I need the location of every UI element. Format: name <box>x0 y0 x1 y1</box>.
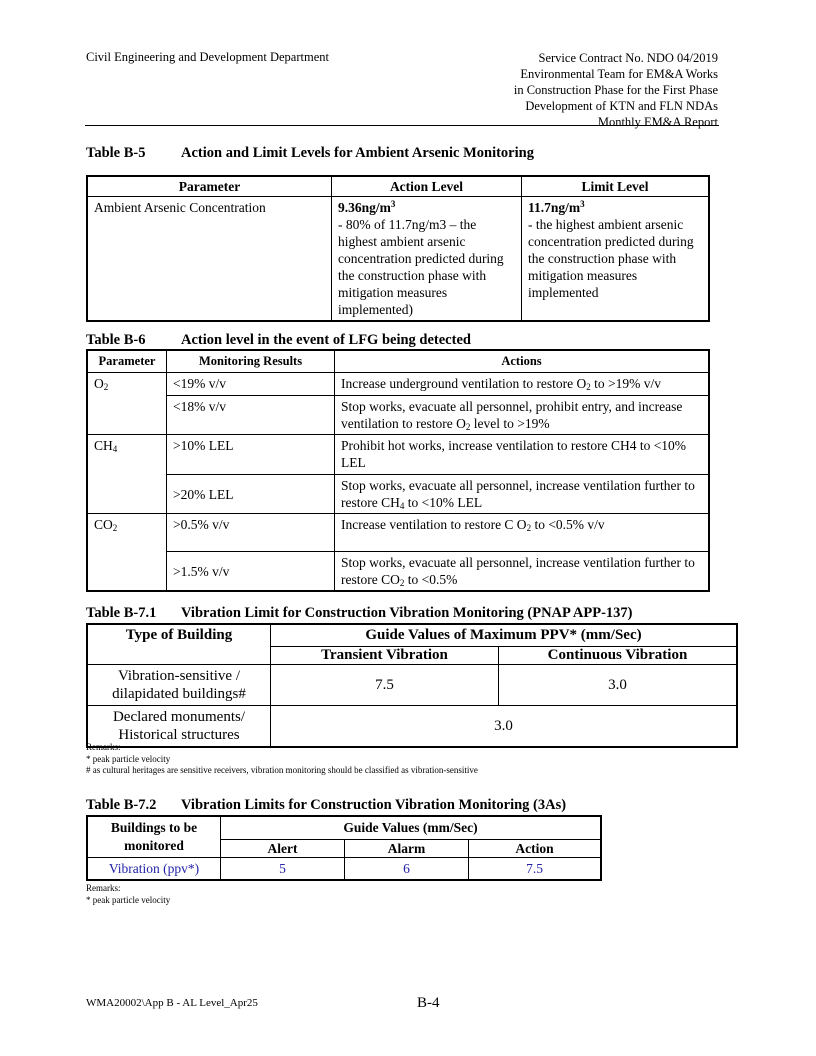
action-value: 7.5 <box>469 858 602 881</box>
header-right-line: Monthly EM&A Report <box>597 115 718 129</box>
table-b72-caption <box>86 797 566 814</box>
table-b6-number: Table B-6 <box>86 332 146 348</box>
table-b72-remarks <box>86 883 170 906</box>
table-b5-caption <box>86 145 534 162</box>
table-b72-header-action: Action <box>469 839 602 857</box>
table-b5-header-parameter: Parameter <box>87 176 332 197</box>
lfg-result: >1.5% v/v <box>167 552 335 592</box>
table-b6-header-parameter: Parameter <box>87 350 167 373</box>
remarks-heading: Remarks: <box>86 883 121 893</box>
header-right-line: Environmental Team for EM&A Works <box>520 67 718 81</box>
lfg-result: >10% LEL <box>167 435 335 475</box>
table-b6-caption <box>86 332 471 349</box>
table-b72-header-alert: Alert <box>221 839 345 857</box>
table-b71 <box>86 623 738 748</box>
table-b6-title: Action level in the event of LFG being detected <box>181 332 471 348</box>
table-b5-header-action: Action Level <box>332 176 522 197</box>
table-b71-header-continuous: Continuous Vibration <box>499 647 738 665</box>
table-b71-number: Table B-7.1 <box>86 605 157 621</box>
vibration-row-label: Declared monuments/ Historical structures <box>87 706 271 748</box>
table-b72-title: Vibration Limits for Construction Vibration Monitoring (3As) <box>181 797 567 813</box>
table-b72-header-buildings: Buildings to be monitored <box>87 816 221 858</box>
table-b72-number: Table B-7.2 <box>86 797 157 813</box>
table-b71-header-type: Type of Building <box>87 624 271 665</box>
table-b72-header-guide: Guide Values (mm/Sec) <box>221 816 602 839</box>
table-b5 <box>86 175 710 322</box>
footer-page-number: B-4 <box>417 995 440 1011</box>
header-left: Civil Engineering and Development Department <box>86 50 329 64</box>
limit-level-value: $11.7ng/m^3$ <box>528 199 585 215</box>
lfg-result: <19% v/v <box>167 373 335 396</box>
table-b5-parameter: Ambient Arsenic Concentration <box>87 197 332 322</box>
transient-value: 7.5 <box>271 665 499 706</box>
lfg-result: <18% v/v <box>167 396 335 435</box>
remarks-line: * peak particle velocity <box>86 894 171 905</box>
table-b72-header-alarm: Alarm <box>345 839 469 857</box>
table-b72 <box>86 815 602 881</box>
lfg-result: >20% LEL <box>167 475 335 514</box>
header-right <box>514 50 718 130</box>
lfg-action: Increase underground ventilation to restore $O_2$ to >19% v/v <box>335 373 710 396</box>
header-right-line: Development of KTN and FLN NDAs <box>525 99 718 113</box>
lfg-action: Stop works, evacuate all personnel, increase ventilation further to restore $CH_4$ to <10% LEL <box>335 475 710 514</box>
lfg-action: Stop works, evacuate all personnel, prohibit entry, and increase ventilation to restore $O_2$ level to >19% <box>335 396 710 435</box>
lfg-action: Increase ventilation to restore C $O_2$ to <0.5% v/v <box>335 514 710 552</box>
table-b5-number: Table B-5 <box>86 145 146 161</box>
remarks-heading: Remarks: <box>86 742 121 752</box>
action-level-description: - 80% of 11.7ng/m3 – the highest ambient arsenic concentration predicted during the construction phase with mitigation measures implemented) <box>338 217 504 317</box>
table-b5-limit-level <box>522 197 710 322</box>
monument-value: 3.0 <box>271 706 738 748</box>
table-b71-header-guide: Guide Values of Maximum PPV* (mm/Sec) <box>271 624 738 647</box>
lfg-parameter-o2: $O_2$ <box>87 373 167 435</box>
table-b5-title: Action and Limit Levels for Ambient Arsenic Monitoring <box>181 145 534 161</box>
vibration-row-label: Vibration-sensitive / dilapidated buildings# <box>87 665 271 706</box>
table-b6-header-actions: Actions <box>335 350 710 373</box>
table-b71-title: Vibration Limit for Construction Vibration Monitoring (PNAP APP-137) <box>181 605 633 621</box>
lfg-result: >0.5% v/v <box>167 514 335 552</box>
table-b5-header-limit: Limit Level <box>522 176 710 197</box>
continuous-value: 3.0 <box>499 665 738 706</box>
footer-document-ref: WMA20002\App B - AL Level_Apr25 <box>86 997 258 1009</box>
header-right-line: Service Contract No. NDO 04/2019 <box>538 51 718 65</box>
table-b71-header-transient: Transient Vibration <box>271 647 499 665</box>
header-right-line: in Construction Phase for the First Phase <box>513 83 718 97</box>
alert-value: 5 <box>221 858 345 881</box>
lfg-parameter-co2: $CO_2$ <box>87 514 167 592</box>
vibration-ppv-label: Vibration (ppv*) <box>87 858 221 881</box>
lfg-action: Prohibit hot works, increase ventilation to restore CH4 to <10% LEL <box>335 435 710 475</box>
header-divider <box>85 125 719 126</box>
table-b5-action-level <box>332 197 522 322</box>
lfg-parameter-ch4: $CH_4$ <box>87 435 167 514</box>
limit-level-description: - the highest ambient arsenic concentration predicted during the construction phase with mitigation measures implemented <box>528 217 694 300</box>
table-b71-caption <box>86 605 633 622</box>
remarks-line: * peak particle velocity <box>86 753 171 764</box>
lfg-action: Stop works, evacuate all personnel, increase ventilation further to restore $CO_2$ to <0.5% <box>335 552 710 592</box>
table-b6 <box>86 349 710 592</box>
remarks-line: # as cultural heritages are sensitive receivers, vibration monitoring should be classified as vibration-sensitive <box>86 765 478 775</box>
action-level-value: $9.36ng/m^3$ <box>338 199 396 215</box>
table-b6-header-results: Monitoring Results <box>167 350 335 373</box>
alarm-value: 6 <box>345 858 469 881</box>
table-b71-remarks <box>86 742 478 777</box>
